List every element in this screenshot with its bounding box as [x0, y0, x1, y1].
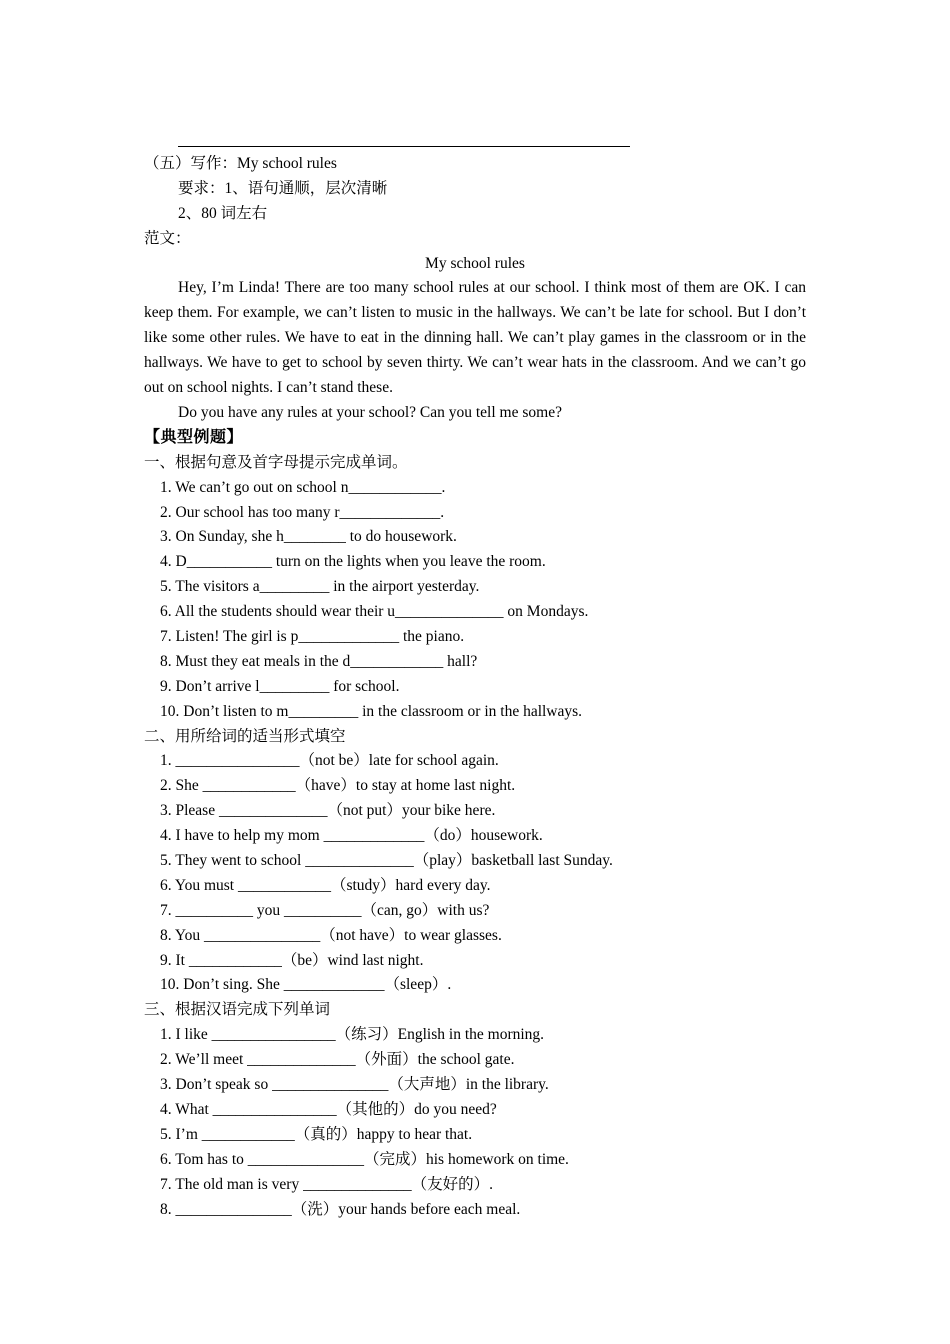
list-item: 9. It ____________（be）wind last night.: [160, 951, 424, 969]
list-item: 8. You _______________（not have）to wear glasses.: [160, 926, 502, 944]
list-item: 5. They went to school ______________（play）basketball last Sunday.: [160, 852, 613, 870]
part1-heading: 一、根据句意及首字母提示完成单词。: [144, 453, 408, 471]
list-item: 4. D___________ turn on the lights when you leave the room.: [160, 553, 546, 571]
list-item: 6. Tom has to _______________（完成）his homework on time.: [160, 1150, 569, 1168]
essay-paragraph-1: Hey, I’m Linda! There are too many school rules at our school. I think most of them are OK. I can keep them. For example, we can’t listen to music in the hallways. We can’t be late for school. But I don’t like some other rules. We have to eat in the dinning hall. We can’t play games in the classroom or in the hallways. We have to get to school by seven thirty. We can’t wear hats in the classroom. And we can’t go out on school nights. I can’t stand these.: [144, 279, 806, 397]
writing-requirement-2: 2、80 词左右: [178, 204, 268, 222]
list-item: 2. She ____________（have）to stay at home last night.: [160, 777, 516, 795]
list-item: 3. Don’t speak so _______________（大声地）in the library.: [160, 1076, 549, 1094]
writing-requirement-1: 要求：1、语句通顺，层次清晰: [178, 179, 388, 197]
sample-label: 范文：: [144, 229, 191, 247]
list-item: 8. Must they eat meals in the d____________ hall?: [160, 652, 478, 670]
examples-heading: 【典型例题】: [144, 428, 244, 446]
list-item: 6. You must ____________（study）hard every day.: [160, 876, 491, 894]
list-item: 1. I like ________________（练习）English in the morning.: [160, 1026, 545, 1044]
list-item: 10. Don’t sing. She _____________（sleep）.: [160, 976, 452, 994]
list-item: 5. The visitors a_________ in the airport yesterday.: [160, 578, 480, 596]
list-item: 7. The old man is very ______________（友好的）.: [160, 1175, 493, 1193]
list-item: 3. Please ______________（not put）your bike here.: [160, 802, 496, 820]
list-item: 1. ________________（not be）late for school again.: [160, 752, 499, 770]
list-item: 10. Don’t listen to m_________ in the classroom or in the hallways.: [160, 702, 583, 720]
essay-paragraph-2: Do you have any rules at your school? Can you tell me some?: [178, 403, 562, 421]
part2-heading: 二、用所给词的适当形式填空: [144, 727, 346, 745]
list-item: 6. All the students should wear their u______________ on Mondays.: [160, 603, 589, 621]
list-item: 5. I’m ____________（真的）happy to hear that.: [160, 1125, 473, 1143]
list-item: 3. On Sunday, she h________ to do housework.: [160, 528, 457, 546]
list-item: 4. I have to help my mom _____________（do）housework.: [160, 827, 543, 845]
list-item: 2. Our school has too many r_____________.: [160, 503, 445, 521]
list-item: 1. We can’t go out on school n____________.: [160, 478, 446, 496]
list-item: 2. We’ll meet ______________（外面）the school gate.: [160, 1051, 515, 1069]
part3-heading: 三、根据汉语完成下列单词: [144, 1001, 331, 1019]
list-item: 9. Don’t arrive l_________ for school.: [160, 677, 400, 695]
worksheet-page: [144, 130, 806, 1222]
writing-heading: （五）写作：My school rules: [144, 155, 337, 172]
list-item: 7. __________ you __________（can, go）with us?: [160, 901, 490, 919]
list-item: 7. Listen! The girl is p_____________ the piano.: [160, 628, 465, 646]
list-item: 8. _______________（洗）your hands before each meal.: [160, 1200, 521, 1218]
essay-title: My school rules: [425, 254, 525, 272]
list-item: 4. What ________________（其他的）do you need?: [160, 1100, 497, 1118]
